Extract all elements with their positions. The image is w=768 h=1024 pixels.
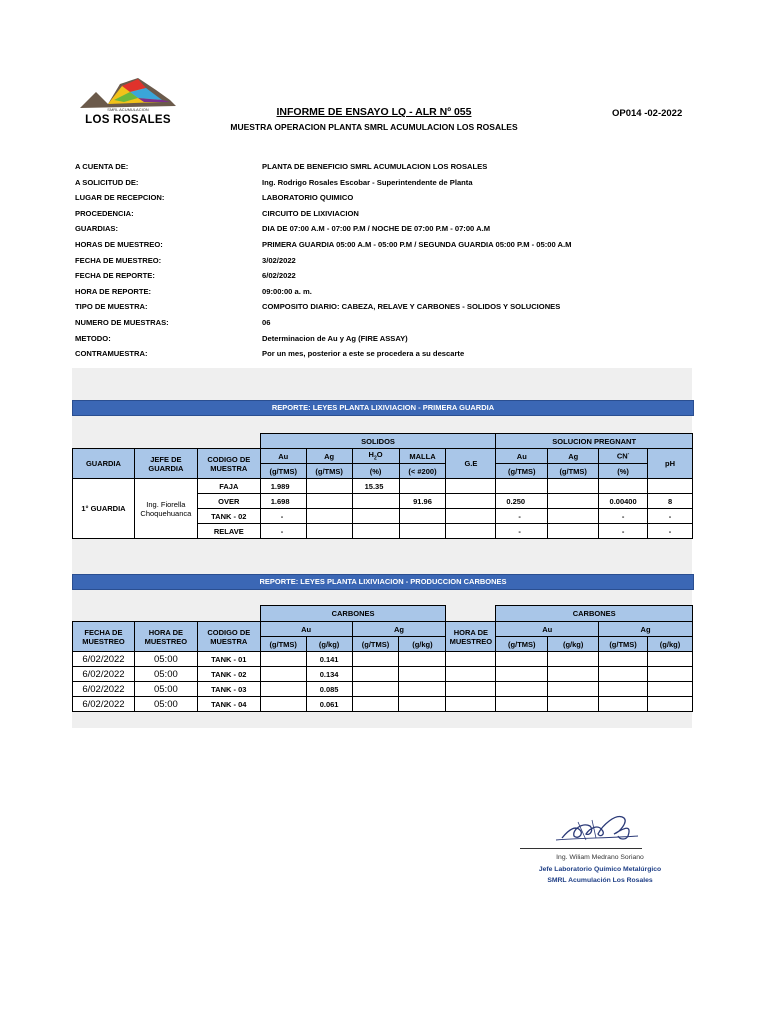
au-gtms-2-cell <box>496 667 548 682</box>
au-gtms-cell <box>260 697 306 712</box>
au-gkg-2-cell <box>548 667 599 682</box>
ph-cell: - <box>648 524 693 539</box>
col-header-malla: MALLA <box>399 449 446 464</box>
ag-gtms-2-cell <box>599 667 648 682</box>
ag-gkg-2-cell <box>648 667 693 682</box>
codigo-cell: TANK - 02 <box>197 509 260 524</box>
col-header-jefe: JEFE DE GUARDIA <box>134 449 197 479</box>
au-gkg-cell: 0.141 <box>306 652 352 667</box>
info-value: Ing. Rodrigo Rosales Escobar - Superintendente de Planta <box>262 177 473 187</box>
group-header-carbones: CARBONES <box>260 606 446 622</box>
col-header-h2o: $H_2O$ <box>352 449 399 464</box>
h2o-cell <box>352 494 399 509</box>
col-header-ag: Ag <box>306 449 352 464</box>
info-value: PLANTA DE BENEFICIO SMRL ACUMULACION LOS ROSALES <box>262 162 488 171</box>
ag-cell <box>306 524 352 539</box>
group-header-carbones-2: CARBONES <box>496 606 693 622</box>
empty-cell <box>73 434 261 449</box>
report-title: INFORME DE ENSAYO LQ - ALR Nº 055 <box>276 106 472 118</box>
codigo-cell: TANK - 02 <box>197 667 260 682</box>
hora-cell: 05:00 <box>134 682 197 697</box>
info-label: LUGAR DE RECEPCION: <box>75 193 165 203</box>
au-gtms-2-cell <box>496 697 548 712</box>
malla-cell <box>399 479 446 494</box>
info-row <box>75 300 695 316</box>
ag-gtms-cell <box>352 667 399 682</box>
au-gkg-cell: 0.061 <box>306 697 352 712</box>
col-header-hora-2: HORA DE MUESTREO <box>446 622 496 652</box>
info-row <box>75 269 695 285</box>
cn-cell: - <box>599 524 648 539</box>
info-row <box>75 285 695 301</box>
au-solution-cell: 0.250 <box>496 494 548 509</box>
signature <box>520 800 680 900</box>
table-row <box>73 697 693 712</box>
col-header-ge: G.E <box>446 449 496 479</box>
cn-cell <box>599 479 648 494</box>
ph-cell: - <box>648 509 693 524</box>
au-gkg-cell: 0.134 <box>306 667 352 682</box>
ag-solution-cell <box>548 479 599 494</box>
unit-ag-gkg-2: (g/kg) <box>648 637 693 652</box>
report2-table <box>72 605 693 712</box>
au-gtms-cell <box>260 652 306 667</box>
signer-role: Jefe Laboratorio Químico Metalúrgico <box>538 866 662 873</box>
info-value: 06 <box>262 317 271 327</box>
info-label: FECHA DE MUESTREO: <box>75 255 162 265</box>
group-header-solidos: SOLIDOS <box>260 434 496 449</box>
ag-gtms-cell <box>352 697 399 712</box>
table-row <box>73 682 693 697</box>
malla-cell: 91.96 <box>399 494 446 509</box>
unit-au-solution: (g/TMS) <box>496 464 548 479</box>
info-row <box>75 160 695 176</box>
au-gtms-cell <box>260 667 306 682</box>
fecha-cell: 6/02/2022 <box>73 667 135 682</box>
au-gtms-2-cell <box>496 652 548 667</box>
ph-cell: 8 <box>648 494 693 509</box>
ag-cell <box>306 494 352 509</box>
info-row <box>75 176 695 192</box>
info-value: 6/02/2022 <box>262 271 296 281</box>
au-cell: - <box>260 524 306 539</box>
info-row <box>75 254 695 270</box>
codigo-cell: TANK - 01 <box>197 652 260 667</box>
col-header-au-solution: Au <box>496 449 548 464</box>
ag-gtms-2-cell <box>599 682 648 697</box>
col-header-au: Au <box>260 622 352 637</box>
info-row <box>75 347 695 363</box>
hora-cell: 05:00 <box>134 667 197 682</box>
au-gkg-2-cell <box>548 652 599 667</box>
info-row <box>75 191 695 207</box>
codigo-cell: RELAVE <box>197 524 260 539</box>
info-value: COMPOSITO DIARIO: CABEZA, RELAVE Y CARBONES - SOLIDOS Y SOLUCIONES <box>262 302 561 312</box>
unit-ag-solution: (g/TMS) <box>548 464 599 479</box>
ag-solution-cell <box>548 524 599 539</box>
codigo-cell: OVER <box>197 494 260 509</box>
table-row <box>73 667 693 682</box>
au-solution-cell: - <box>496 524 548 539</box>
h2o-cell: 15.35 <box>352 479 399 494</box>
hora-cell: 05:00 <box>134 697 197 712</box>
info-label: A CUENTA DE: <box>75 162 129 171</box>
ge-cell <box>446 479 496 494</box>
info-label: CONTRAMUESTRA: <box>75 349 148 359</box>
col-header-ag: Ag <box>352 622 446 637</box>
unit-cn: (%) <box>599 464 648 479</box>
info-label: GUARDIAS: <box>75 224 119 234</box>
info-value: 3/02/2022 <box>262 255 296 265</box>
cn-cell: - <box>599 509 648 524</box>
ag-gkg-cell <box>399 667 446 682</box>
info-value: Determinacion de Au y Ag (FIRE ASSAY) <box>262 333 408 343</box>
au-cell: - <box>260 509 306 524</box>
ag-gtms-cell <box>352 652 399 667</box>
info-label: PROCEDENCIA: <box>75 208 134 218</box>
ag-gkg-cell <box>399 652 446 667</box>
table-row <box>73 479 693 494</box>
hora-2-cell <box>446 697 496 712</box>
report1-banner: REPORTE: LEYES PLANTA LIXIVIACION - PRIMERA GUARDIA <box>72 400 694 416</box>
info-value: 09:00:00 a. m. <box>262 286 312 296</box>
table-row <box>73 652 693 667</box>
report-info <box>75 160 695 363</box>
company-logo <box>78 76 178 130</box>
info-row <box>75 222 695 238</box>
info-label: HORA DE REPORTE: <box>75 286 152 296</box>
au-gkg-2-cell <box>548 697 599 712</box>
report-subtitle: MUESTRA OPERACION PLANTA SMRL ACUMULACION LOS ROSALES <box>230 122 518 132</box>
info-label: A SOLICITUD DE: <box>75 177 139 187</box>
info-label: FECHA DE REPORTE: <box>75 271 155 281</box>
unit-h2o: (%) <box>352 464 399 479</box>
hora-cell: 05:00 <box>134 652 197 667</box>
group-header-solucion: SOLUCION PREGNANT <box>496 434 693 449</box>
col-header-hora: HORA DE MUESTREO <box>134 622 197 652</box>
ag-solution-cell <box>548 494 599 509</box>
report-code: OP014 -02-2022 <box>612 108 683 119</box>
info-row <box>75 332 695 348</box>
col-header-au-2: Au <box>496 622 599 637</box>
unit-au-gkg-2: (g/kg) <box>548 637 599 652</box>
report1-table <box>72 433 693 539</box>
ag-gkg-2-cell <box>648 652 693 667</box>
info-row <box>75 238 695 254</box>
ag-gtms-2-cell <box>599 697 648 712</box>
ag-gkg-cell <box>399 682 446 697</box>
h2o-cell <box>352 509 399 524</box>
ge-cell <box>446 509 496 524</box>
signer-organization: SMRL Acumulación Los Rosales <box>547 877 653 884</box>
au-cell: 1.698 <box>260 494 306 509</box>
ag-gkg-cell <box>399 697 446 712</box>
fecha-cell: 6/02/2022 <box>73 682 135 697</box>
hora-2-cell <box>446 652 496 667</box>
col-header-codigo: CODIGO DE MUESTRA <box>197 622 260 652</box>
info-label: HORAS DE MUESTREO: <box>75 239 163 249</box>
logo-tagline: SMRL ACUMULACION <box>107 107 149 112</box>
au-solution-cell: - <box>496 509 548 524</box>
unit-au-gkg: (g/kg) <box>306 637 352 652</box>
ag-gtms-cell <box>352 682 399 697</box>
ag-cell <box>306 479 352 494</box>
info-value: PRIMERA GUARDIA 05:00 A.M - 05:00 P.M / SEGUNDA GUARDIA 05:00 P.M - 05:00 A.M <box>262 239 572 249</box>
report2-banner: REPORTE: LEYES PLANTA LIXIVIACION - PRODUCCION CARBONES <box>72 574 694 590</box>
col-header-cn: CN- <box>599 449 648 464</box>
au-gtms-2-cell <box>496 682 548 697</box>
unit-malla: (< #200) <box>399 464 446 479</box>
info-row <box>75 316 695 332</box>
codigo-cell: TANK - 03 <box>197 682 260 697</box>
codigo-cell: FAJA <box>197 479 260 494</box>
ag-gkg-2-cell <box>648 697 693 712</box>
info-label: METODO: <box>75 333 111 343</box>
col-header-fecha: FECHA DE MUESTREO <box>73 622 135 652</box>
malla-cell <box>399 524 446 539</box>
cn-cell: 0.00400 <box>599 494 648 509</box>
info-label: NUMERO DE MUESTRAS: <box>75 317 169 327</box>
info-row <box>75 207 695 223</box>
signer-name: Ing. Wiliam Medrano Soriano <box>556 854 644 861</box>
info-value: DIA DE 07:00 A.M - 07:00 P.M / NOCHE DE 07:00 P.M - 07:00 A.M <box>262 224 491 234</box>
info-value: CIRCUITO DE LIXIVIACION <box>262 208 359 218</box>
unit-ag: (g/TMS) <box>306 464 352 479</box>
empty-cell <box>73 606 261 622</box>
info-label: TIPO DE MUESTRA: <box>75 302 148 312</box>
au-gtms-cell <box>260 682 306 697</box>
empty-cell <box>446 606 496 622</box>
au-solution-cell <box>496 479 548 494</box>
au-gkg-2-cell <box>548 682 599 697</box>
hora-2-cell <box>446 682 496 697</box>
unit-ag-gtms: (g/TMS) <box>352 637 399 652</box>
au-gkg-cell: 0.085 <box>306 682 352 697</box>
info-value: Por un mes, posterior a este se procedera a su descarte <box>262 349 465 359</box>
unit-au-gtms-2: (g/TMS) <box>496 637 548 652</box>
col-header-ag-solution: Ag <box>548 449 599 464</box>
handwritten-signature-icon <box>520 800 680 850</box>
col-header-ph: pH <box>648 449 693 479</box>
col-header-ag-2: Ag <box>599 622 693 637</box>
col-header-au: Au <box>260 449 306 464</box>
jefe-cell: Ing. Fiorella Choquehuanca <box>134 479 197 539</box>
unit-au-gtms: (g/TMS) <box>260 637 306 652</box>
unit-ag-gkg: (g/kg) <box>399 637 446 652</box>
logo-name: LOS ROSALES <box>85 114 171 126</box>
signature-line <box>520 848 642 849</box>
info-value: LABORATORIO QUIMICO <box>262 193 354 203</box>
ag-gtms-2-cell <box>599 652 648 667</box>
fecha-cell: 6/02/2022 <box>73 652 135 667</box>
unit-au: (g/TMS) <box>260 464 306 479</box>
ag-solution-cell <box>548 509 599 524</box>
unit-ag-gtms-2: (g/TMS) <box>599 637 648 652</box>
fecha-cell: 6/02/2022 <box>73 697 135 712</box>
col-header-guardia: GUARDIA <box>73 449 135 479</box>
au-cell: 1.989 <box>260 479 306 494</box>
ag-cell <box>306 509 352 524</box>
ph-cell <box>648 479 693 494</box>
guardia-cell: 1° GUARDIA <box>73 479 135 539</box>
ge-cell <box>446 524 496 539</box>
col-header-codigo: CODIGO DE MUESTRA <box>197 449 260 479</box>
ge-cell <box>446 494 496 509</box>
ag-gkg-2-cell <box>648 682 693 697</box>
codigo-cell: TANK - 04 <box>197 697 260 712</box>
malla-cell <box>399 509 446 524</box>
h2o-cell <box>352 524 399 539</box>
hora-2-cell <box>446 667 496 682</box>
